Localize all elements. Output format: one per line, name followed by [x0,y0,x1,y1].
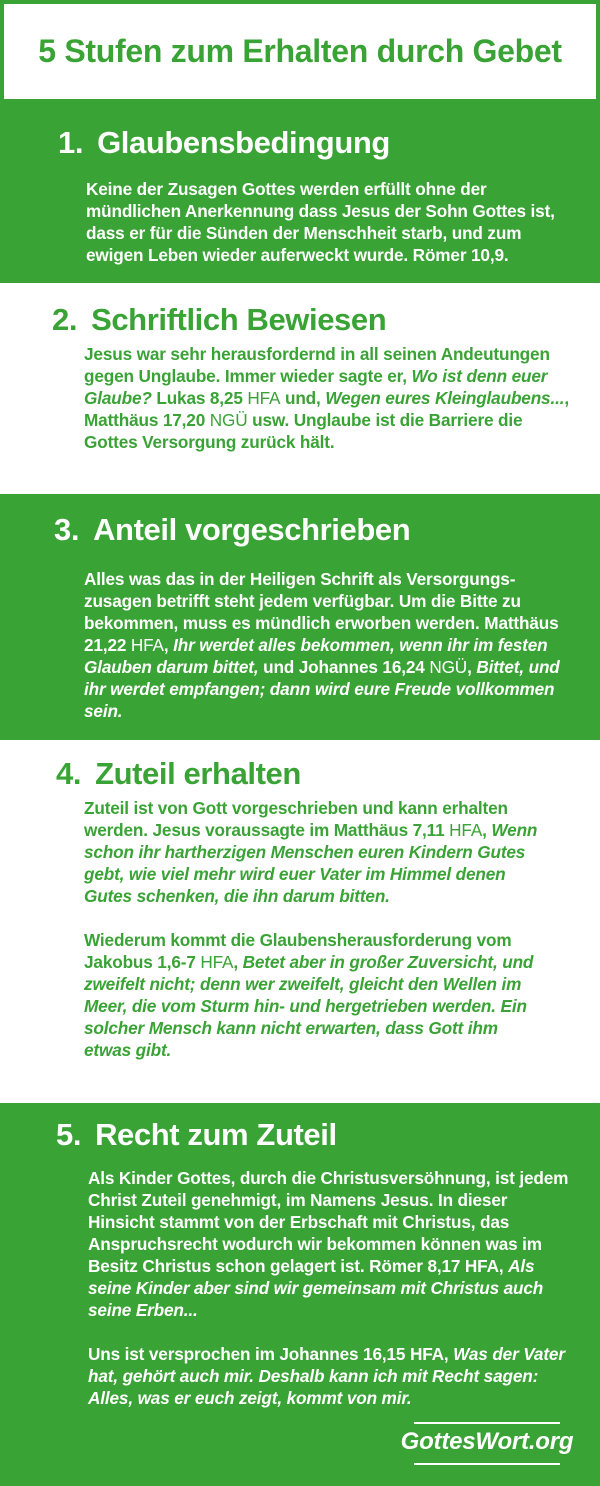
section-2-paragraph [84,343,570,453]
section-3-paragraph [84,568,570,722]
section-2-text-g: , Matthäus 17,20 [84,388,569,430]
section-5-quote-2: Was der Vater hat, gehört auch mir. Deshalb kann ich mit Recht sagen: Alles, was er euch zeigt, kommt von mir. [88,1344,565,1408]
section-4 [0,740,600,1103]
section-3 [0,494,600,740]
section-3-version-1: HFA [130,635,164,655]
section-4-text-c: , [482,820,492,840]
section-2-quote-2: Wegen eures Kleinglaubens... [325,388,565,408]
section-5-text-a: Als Kinder Gottes, durch die Christusversöhnung, ist jedem Christ Zuteil genehmigt, im Namens Jesus. In dieser Hinsicht stammt von der Erbschaft mit Christus, das Anspruchsrecht wodurch wir bekommen können was im Besitz Christus schon gelagert ist. Römer 8,17 HFA, [88,1168,569,1276]
section-1-number: 1. [58,125,84,160]
section-4-text-a: Zuteil ist von Gott vorgeschrieben und kann erhalten werden. Jesus voraussagte im Matthäus 7,11 [84,798,508,840]
section-2-text-c: Lukas 8,25 [151,388,248,408]
section-5-quote-1: Als seine Kinder aber sind wir gemeinsam mit Christus auch seine Erben... [88,1256,544,1320]
section-2 [0,283,600,494]
section-3-number: 3. [54,512,80,547]
section-4-text-p2c: , [233,952,243,972]
section-1-heading [58,125,390,161]
section-4-version-1: HFA [449,820,483,840]
section-4-heading [56,756,301,792]
section-3-quote-2: Bittet, und ihr werdet empfangen; dann wird eure Freude vollkommen sein. [84,657,560,721]
section-4-title: Zuteil erhalten [95,756,301,791]
section-3-text-c: , [163,635,174,655]
section-2-version-1: HFA [247,388,281,408]
logo-line-bottom [414,1463,560,1465]
section-2-quote-1: Wo ist denn euer Glaube? [84,366,548,408]
section-2-text-e: und, [280,388,326,408]
section-1-body [86,178,566,266]
section-4-quote-1: Wenn schon ihr hartherzigen Menschen euren Kindern Gutes gebt, wie viel mehr wird euer Vater im Himmel denen Gutes schenken, die ihn darum bitten. [84,820,538,906]
section-5-heading [56,1117,337,1153]
section-4-paragraph-2 [84,929,548,1061]
section-1-text: Keine der Zusagen Gottes werden erfüllt ohne der mündlichen Anerkennung dass Jesus der Sohn Gottes ist, dass er für die Sünden der Menschheit starb, und zum ewigen Leben wieder auferweckt wurde. Römer 10,9. [86,179,555,265]
title-box [0,0,600,103]
section-5-text-p2a: Uns ist versprochen im Johannes 16,15 HFA, [88,1344,454,1364]
section-3-text-g: , [467,657,477,677]
section-2-version-2: NGÜ [209,410,248,430]
logo-line-top [414,1422,560,1424]
section-3-quote-1: Ihr werdet alles bekommen, wenn ihr im festen Glauben darum bittet, [84,635,548,677]
gotteswort-logo[interactable] [394,1422,580,1466]
section-5-paragraph-2 [88,1343,572,1409]
section-2-body [84,343,570,453]
section-5-body [88,1167,572,1409]
section-4-quote-2: Betet aber in großer Zuversicht, und zweifelt nicht; denn wer zweifelt, gleicht den Wellen im Meer, die vom Sturm hin- und hergetrieben werden. Ein solcher Mensch kann nicht erwarten, dass Gott ihm etwas gibt. [84,952,534,1060]
page-title: 5 Stufen zum Erhalten durch Gebet [38,33,562,69]
section-2-title: Schriftlich Bewiesen [91,302,387,337]
section-5-paragraph-1 [88,1167,572,1321]
section-3-title: Anteil vorgeschrieben [93,512,411,547]
section-4-body [84,797,548,1061]
section-3-body [84,568,570,722]
section-2-text-a: Jesus war sehr herausfordernd in all seinen Andeutungen gegen Unglaube. Immer wieder sagte er, [84,344,550,386]
section-3-text-e: und Johannes 16,24 [258,657,430,677]
section-3-text-a: Alles was das in der Heiligen Schrift als Versorgungs-zusagen betrifft steht jedem verfügbar. Um die Bitte zu bekommen, muss es mündlich erworben werden. Matthäus 21,22 [84,569,559,655]
section-5-number: 5. [56,1117,82,1152]
section-1-title: Glaubensbedingung [97,125,390,160]
logo-text: GottesWort.org [400,1428,574,1455]
section-5-title: Recht zum Zuteil [95,1117,337,1152]
section-2-number: 2. [52,302,78,337]
section-3-heading [54,512,410,548]
section-2-heading [52,302,386,338]
section-3-version-2: NGÜ [429,657,468,677]
section-4-text-p2a: Wiederum kommt die Glaubensherausforderung vom Jakobus 1,6-7 [84,930,512,972]
section-4-paragraph-1 [84,797,548,907]
section-1 [0,103,600,283]
section-4-version-2: HFA [200,952,234,972]
section-2-text-i: usw. Unglaube ist die Barriere die Gottes Versorgung zurück hält. [84,410,523,452]
section-1-paragraph [86,178,566,266]
section-4-number: 4. [56,756,82,791]
